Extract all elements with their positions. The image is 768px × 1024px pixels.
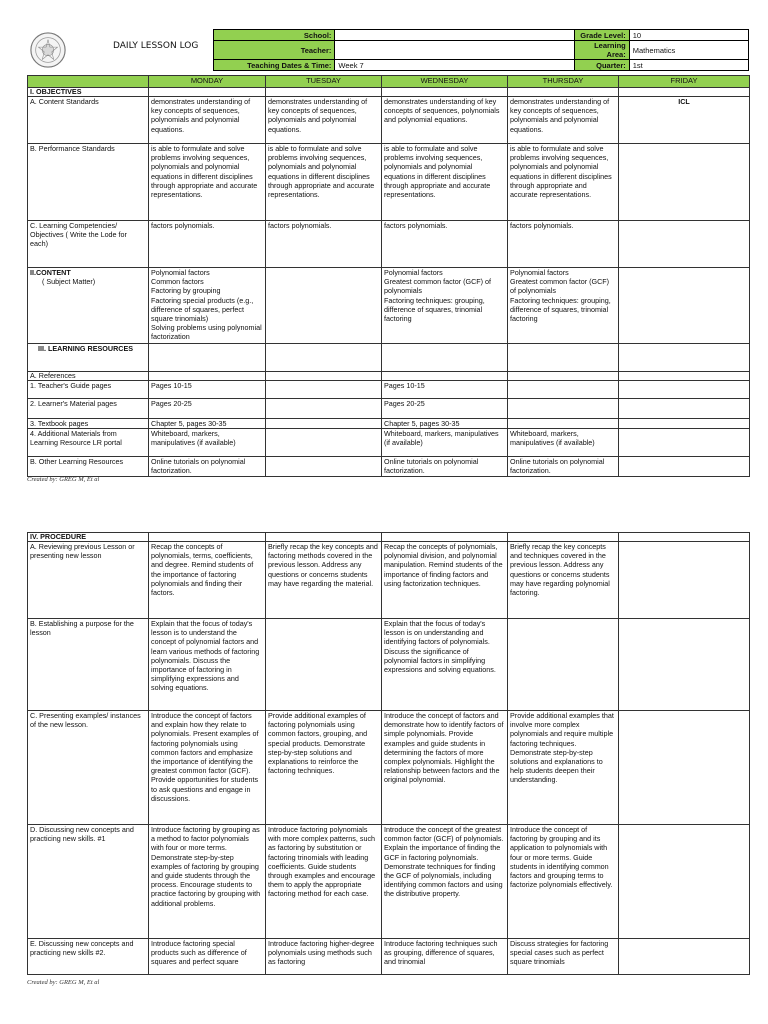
quarter-value[interactable]: 1st xyxy=(629,60,748,71)
cell: Online tutorials on polynomial factorization. xyxy=(382,457,508,477)
row-label: E. Discussing new concepts and practicing new skills #2. xyxy=(28,939,149,975)
day-header: TUESDAY xyxy=(266,76,382,88)
cell: Pages 20-25 xyxy=(149,399,266,419)
cell: Introduce factoring special products such as difference of squares and perfect square xyxy=(149,939,266,975)
row-label: B. Performance Standards xyxy=(28,144,149,221)
cell: Chapter 5, pages 30-35 xyxy=(149,419,266,429)
cell: Provide additional examples that involve more complex polynomials and require multiple factoring techniques. Demonstrate step-by-step solutions and explanations to help students deepen their understanding. xyxy=(508,711,619,825)
cell: demonstrates understanding of key concepts of sequences, polynomials and polynomial equations. xyxy=(266,97,382,144)
cell: Online tutorials on polynomial factorization. xyxy=(508,457,619,477)
cell: Provide additional examples of factoring polynomials using common factors, grouping, and special products. Demonstrate step-by-step solutions and explanations to reinforce the factoring techniques. xyxy=(266,711,382,825)
cell: Pages 10-15 xyxy=(149,381,266,399)
cell: Introduce the concept of factors and explain how they relate to polynomials. Present examples of factoring polynomials using common factors and emphasize the importance of identifying the greatest common factor (GCF). Provide opportunities for students to ask questions and engage in discussions. xyxy=(149,711,266,825)
teaching-dates-value[interactable]: Week 7 xyxy=(335,60,574,71)
content-line: Factoring by grouping xyxy=(151,286,221,296)
cell: Introduce factoring by grouping as a method to factor polynomials with four or more terms. Demonstrate step-by-step examples of factoring by grouping and guide students through the process. Encourage students to practice factoring by grouping with additional problems. xyxy=(149,825,266,939)
row-label: A. Content Standards xyxy=(28,97,149,144)
school-value[interactable] xyxy=(335,30,574,41)
grade-level-label: Grade Level: xyxy=(574,30,629,41)
procedure-heading: IV. PROCEDURE xyxy=(28,533,149,542)
cell: Introduce the concept of the greatest common factor (GCF) of polynomials. Explain the importance of finding the GCF in factoring polynomials. Demonstrate techniques for finding the GCF of polynomials, including identifying common factors and using the distributive property. xyxy=(382,825,508,939)
day-header: WEDNESDAY xyxy=(382,76,508,88)
content-line: Greatest common factor (GCF) of polynomials xyxy=(384,277,492,296)
row-label xyxy=(28,268,149,344)
cell: demonstrates understanding of key concepts of sequences, polynomials and polynomial equations. xyxy=(382,97,508,144)
deped-seal-icon xyxy=(29,31,67,69)
content-line: Common factors xyxy=(151,277,204,287)
cell: demonstrates understanding of key concepts of sequences, polynomials and polynomial equations. xyxy=(508,97,619,144)
learning-area-value[interactable]: Mathematics xyxy=(629,41,748,60)
content-subheading: ( Subject Matter) xyxy=(42,277,96,287)
content-line: Factoring techniques: grouping, difference of squares, trinomial factoring xyxy=(510,295,611,324)
content-line: Polynomial factors xyxy=(151,268,210,277)
teacher-value[interactable] xyxy=(335,41,574,60)
footer-credit: Created by: GREG M, Et al xyxy=(27,979,100,986)
row-label: 2. Learner's Material pages xyxy=(28,399,149,419)
teacher-label: Teacher: xyxy=(214,41,335,60)
content-line: Solving problems using polynomial factorization xyxy=(151,323,262,342)
cell: Online tutorials on polynomial factorization. xyxy=(149,457,266,477)
corner-cell xyxy=(28,76,149,88)
cell: Introduce the concept of factoring by grouping and its application to polynomials with four or more terms. Guide students in identifying common factors and grouping terms to factorize polynomials effectively. xyxy=(508,825,619,939)
cell: Introduce the concept of factors and demonstrate how to identify factors of simple polynomials. Provide examples and guide students in determining the factors of more complex polynomials. Highlight the relationship between factors and the original polynomial. xyxy=(382,711,508,825)
cell: Recap the concepts of polynomials, polynomial division, and polynomial manipulation. Remind students of the importance of finding factors and using factorization techniques. xyxy=(382,542,508,619)
content-heading: II.CONTENT xyxy=(30,268,71,277)
row-label: B. Other Learning Resources xyxy=(28,457,149,477)
cell: Briefly recap the key concepts and factoring methods covered in the previous lesson. Address any questions or concerns students may have regarding the material. xyxy=(266,542,382,619)
cell: Discuss strategies for factoring special cases such as perfect square trinomials xyxy=(508,939,619,975)
cell: is able to formulate and solve problems involving sequences, polynomials and polynomial equations in different disciplines through appropriate and accurate representations. xyxy=(508,144,619,221)
cell: Introduce factoring polynomials with more complex patterns, such as factoring by substitution or factoring trinomials with leading coefficients. Guide students through examples and encourage them to apply the appropriate factoring method for each case. xyxy=(266,825,382,939)
day-header: FRIDAY xyxy=(619,76,750,88)
row-label: A. Reviewing previous Lesson or presenting new lesson xyxy=(28,542,149,619)
teaching-dates-label: Teaching Dates & Time: xyxy=(214,60,335,71)
quarter-label: Quarter: xyxy=(574,60,629,71)
content-line: Factoring special products (e.g., difference of squares, perfect square trinomials) xyxy=(151,295,254,324)
cell: factors polynomials. xyxy=(382,221,508,268)
cell xyxy=(149,268,266,344)
header xyxy=(27,29,749,69)
row-label: C. Presenting examples/ instances of the new lesson. xyxy=(28,711,149,825)
cell: Whiteboard, markers, manipulatives (if available) xyxy=(382,429,508,457)
grade-level-value[interactable]: 10 xyxy=(629,30,748,41)
content-line: Greatest common factor (GCF) of polynomials xyxy=(510,277,610,296)
friday-note: ICL xyxy=(619,97,750,144)
cell: Briefly recap the key concepts and techniques covered in the previous lesson. Address any questions or concerns students may have regarding polynomial factoring. xyxy=(508,542,619,619)
row-label: A. References xyxy=(28,372,149,381)
content-line: Factoring techniques: grouping, difference of squares, trinomial factoring xyxy=(384,295,485,324)
cell: Whiteboard, markers, manipulatives (if available) xyxy=(149,429,266,457)
objectives-heading: I. OBJECTIVES xyxy=(28,88,149,97)
day-header: MONDAY xyxy=(149,76,266,88)
cell: demonstrates understanding of key concepts of sequences, polynomials and polynomial equations. xyxy=(149,97,266,144)
learning-resources-heading: III. LEARNING RESOURCES xyxy=(28,344,149,372)
content-line: Polynomial factors xyxy=(384,268,443,277)
cell: Explain that the focus of today's lesson is on understanding and identifying factors of polynomials. Discuss the significance of polynomial factors in simplifying expressions and solving equations. xyxy=(382,619,508,711)
cell: factors polynomials. xyxy=(149,221,266,268)
content-line: Polynomial factors xyxy=(510,268,569,277)
cell: Chapter 5, pages 30-35 xyxy=(382,419,508,429)
cell xyxy=(382,268,508,344)
cell: Pages 20-25 xyxy=(382,399,508,419)
cell: factors polynomials. xyxy=(266,221,382,268)
row-label: 3. Textbook pages xyxy=(28,419,149,429)
header-info-table xyxy=(213,29,749,71)
cell: Introduce factoring higher-degree polynomials using methods such as factoring xyxy=(266,939,382,975)
row-label: 4. Additional Materials from Learning Resource LR portal xyxy=(28,429,149,457)
cell: is able to formulate and solve problems involving sequences, polynomials and polynomial equations in different disciplines through appropriate and accurate representations. xyxy=(149,144,266,221)
row-label: 1. Teacher's Guide pages xyxy=(28,381,149,399)
cell: is able to formulate and solve problems involving sequences, polynomials and polynomial equations in different disciplines through appropriate and accurate representations. xyxy=(266,144,382,221)
cell: Recap the concepts of polynomials, terms, coefficients, and degree. Remind students of the importance of factoring polynomials and finding their factors. xyxy=(149,542,266,619)
school-label: School: xyxy=(214,30,335,41)
cell xyxy=(508,268,619,344)
cell: Whiteboard, markers, manipulatives (if available) xyxy=(508,429,619,457)
day-header: THURSDAY xyxy=(508,76,619,88)
document-title: DAILY LESSON LOG xyxy=(113,41,199,51)
row-label: D. Discussing new concepts and practicing new skills. #1 xyxy=(28,825,149,939)
footer-credit: Created by: GREG M, Et al xyxy=(27,476,100,483)
cell: factors polynomials. xyxy=(508,221,619,268)
procedure-table xyxy=(27,532,750,975)
row-label: B. Establishing a purpose for the lesson xyxy=(28,619,149,711)
cell: is able to formulate and solve problems involving sequences, polynomials and polynomial equations in different disciplines through appropriate and accurate representations. xyxy=(382,144,508,221)
row-label: C. Learning Competencies/ Objectives ( Write the Lode for each) xyxy=(28,221,149,268)
objectives-table xyxy=(27,75,750,477)
cell: Pages 10-15 xyxy=(382,381,508,399)
cell: Introduce factoring techniques such as grouping, difference of squares, and trinomial xyxy=(382,939,508,975)
cell: Explain that the focus of today's lesson is to understand the concept of polynomial factors and learn various methods of factoring polynomials. Discuss the importance of factoring in simplifying expressions and solving equations. xyxy=(149,619,266,711)
learning-area-label: Learning Area: xyxy=(574,41,629,60)
